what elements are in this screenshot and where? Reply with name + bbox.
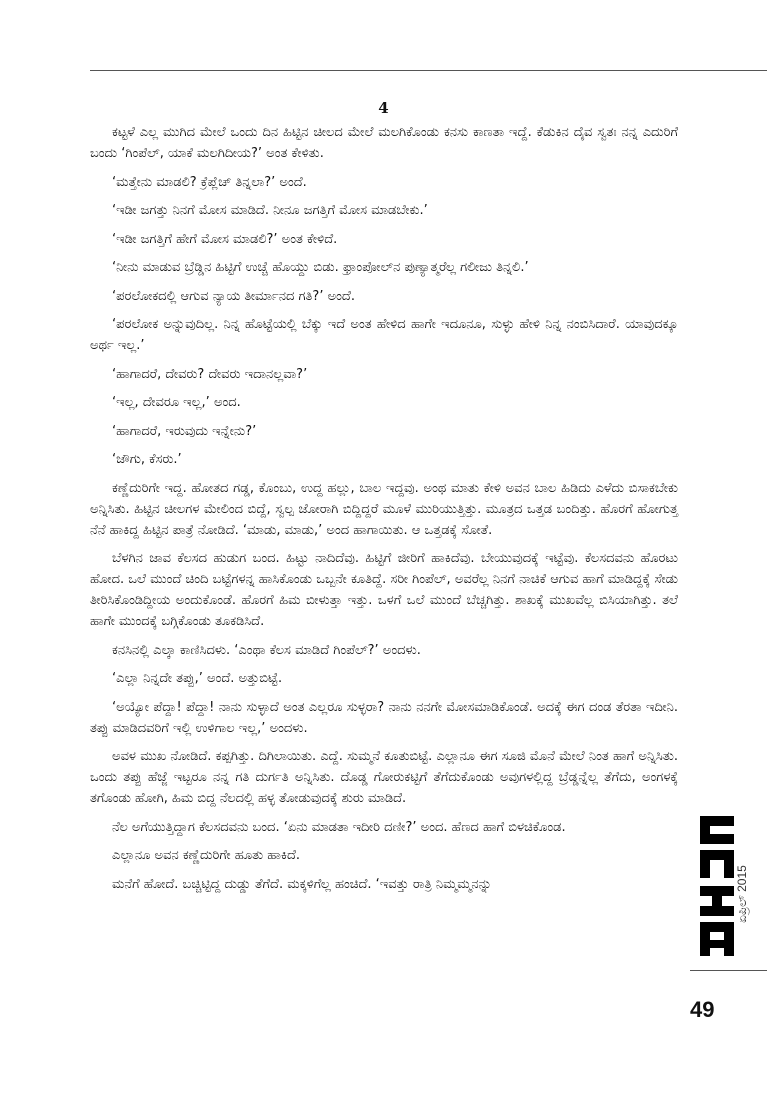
paragraph: ‘ಮತ್ತೇನು ಮಾಡಲಿ? ಕ್ರೆಪ್ಲೆಚ್ ತಿನ್ನಲಾ?’ ಅಂದೆ. xyxy=(112,174,307,190)
page-number: 49 xyxy=(690,997,715,1022)
paragraph: ಮನೆಗೆ ಹೋದೆ. ಬಚ್ಚಿಟ್ಟಿದ್ದ ದುಡ್ಡು ತೆಗೆದೆ. ಮಕ್ಕಳಿಗೆಲ್ಲ ಹಂಚಿದೆ. ‘ಇವತ್ತು ರಾತ್ರಿ ನಿಮ್ಮಮ್ಮನನ್ನು xyxy=(112,876,492,892)
section-number: 4 xyxy=(378,99,389,117)
top-rule xyxy=(90,70,767,71)
paragraph: ‘ಇಡೀ ಜಗತ್ತಿಗೆ ಹೇಗೆ ಮೋಸ ಮಾಡಲಿ?’ ಅಂತ ಕೇಳಿದೆ. xyxy=(112,231,338,247)
paragraph: ‘ಎಲ್ಲಾ ನಿನ್ನದೇ ತಪ್ಪು,’ ಅಂದೆ. ಅತ್ತುಬಿಟ್ಟೆ. xyxy=(112,671,283,686)
paragraph: ನೆಲ ಅಗೆಯುತ್ತಿದ್ದಾಗ ಕೆಲಸದವನು ಬಂದ. ‘ಏನು ಮಾಡತಾ ಇದೀರಿ ದಣೀ?’ ಅಂದ. ಹೆಣದ ಹಾಗೆ ಬಿಳಚಿಕೊಂಡ. xyxy=(112,819,566,835)
paragraph: ‘ಜೌಗು, ಕೆಸರು.’ xyxy=(112,452,182,467)
paragraph: ‘ಹಾಗಾದರೆ, ಇರುವುದು ಇನ್ನೇನು?’ xyxy=(112,423,257,439)
paragraph: ‘ಇಲ್ಲ, ದೇವರೂ ಇಲ್ಲ,’ ಅಂದ. xyxy=(112,395,241,410)
paragraph: ಎಲ್ಲಾನೂ ಅವನ ಕಣ್ಣೆದುರಿಗೇ ಹೂತು ಹಾಕಿದೆ. xyxy=(112,848,300,863)
paragraph: ‘ನೀನು ಮಾಡುವ ಬ್ರೆಡ್ಡಿನ ಹಿಟ್ಟಿಗೆ ಉಚ್ಚೆ ಹೊಯ್ದು ಬಿಡು. ಫ್ರಾಂಪೋಲ್‌ನ ಪುಣ್ಯಾತ್ಮರೆಲ್ಲ ಗಲೀಜು ತಿನ್ನಲಿ.’ xyxy=(112,260,529,275)
paragraph: ‘ಪರಲೋಕದಲ್ಲಿ ಆಗುವ ನ್ಯಾಯ ತೀರ್ಮಾನದ ಗತಿ?’ ಅಂದೆ. xyxy=(112,288,355,304)
article-body xyxy=(90,122,678,895)
paragraph: ಬೆಳಗಿನ ಜಾವ ಕೆಲಸದ ಹುಡುಗ ಬಂದ. ಹಿಟ್ಟು ನಾದಿದೆವು. ಹಿಟ್ಟಿಗೆ ಜೀರಿಗೆ ಹಾಕಿದೆವು. ಬೇಯುವುದಕ್ಕೆ ಇಟ್ಟೆವು. ಕೆಲಸದವನು ಹೊರಟು ಹೋದ. ಒಲೆ ಮುಂದೆ ಚಿಂದಿ ಬಟ್ಟೆಗಳನ್ನ ಹಾಸಿಕೊಂಡು ಒಬ್ಬನೇ ಕೂತಿದ್ದೆ. ಸರೀ ಗಿಂಪೆಲ್, ಅವರೆಲ್ಲ ನಿನಗೆ ನಾಚಿಕೆ ಆಗುವ ಹಾಗೆ ಮಾಡಿದ್ದಕ್ಕೆ ಸೇಡು ತೀರಿಸಿಕೊಂಡಿದ್ದೀಯ ಅಂದುಕೊಂಡೆ. ಹೊರಗೆ ಹಿಮ ಬೀಳುತ್ತಾ ಇತ್ತು. ಒಳಗೆ ಒಲೆ ಮುಂದೆ ಬೆಚ್ಚಗಿತ್ತು. ಶಾಖಕ್ಕೆ ಮುಖವೆಲ್ಲ ಬಿಸಿಯಾಗಿತ್ತು. ತಲೆ ಹಾಗೇ ಮುಂದಕ್ಕೆ ಬಗ್ಗಿಕೊಂಡು ತೂಕಡಿಸಿದೆ. xyxy=(90,551,678,629)
paragraph: ಕಟ್ಟಳೆ ಎಲ್ಲ ಮುಗಿದ ಮೇಲೆ ಒಂದು ದಿನ ಹಿಟ್ಟಿನ ಚೀಲದ ಮೇಲೆ ಮಲಗಿಕೊಂಡು ಕನಸು ಕಾಣತಾ ಇದ್ದೆ. ಕೆಡುಕಿನ ದೈವ ಸ್ವತಃ ನನ್ನ ಎದುರಿಗೆ ಬಂದು ‘ಗಿಂಪೆಲ್, ಯಾಕೆ ಮಲಗಿದೀಯ?’ ಅಂತ ಕೇಳಿತು. xyxy=(90,125,678,161)
paragraph: ‘ಅಯ್ಯೋ ಪೆದ್ದಾ! ಪೆದ್ದಾ! ನಾನು ಸುಳ್ಳಾದೆ ಅಂತ ಎಲ್ಲರೂ ಸುಳ್ಳರಾ? ನಾನು ನನಗೇ ಮೋಸಮಾಡಿಕೊಂಡೆ. ಅದಕ್ಕೆ ಈಗ ದಂಡ ತೆರತಾ ಇದೀನಿ. ತಪ್ಪು ಮಾಡಿದವರಿಗೆ ಇಲ್ಲಿ ಉಳಿಗಾಲ ಇಲ್ಲ,’ ಅಂದಳು. xyxy=(90,699,678,736)
paragraph: ಕನಸಿನಲ್ಲಿ ಎಲ್ಕಾ ಕಾಣಿಸಿದಳು. ‘ಎಂಥಾ ಕೆಲಸ ಮಾಡಿದೆ ಗಿಂಪೆಲ್?’ ಅಂದಳು. xyxy=(112,642,421,658)
paragraph: ‘ಇಡೀ ಜಗತ್ತು ನಿನಗೆ ಮೋಸ ಮಾಡಿದೆ. ನೀನೂ ಜಗತ್ತಿಗೆ ಮೋಸ ಮಾಡಬೇಕು.’ xyxy=(112,203,428,218)
paragraph: ಅವಳ ಮುಖ ನೋಡಿದೆ. ಕಪ್ಪಗಿತ್ತು. ದಿಗಿಲಾಯಿತು. ಎದ್ದೆ. ಸುಮ್ಮನೆ ಕೂತುಬಿಟ್ಟೆ. ಎಲ್ಲಾನೂ ಈಗ ಸೂಜಿ ಮೊನೆ ಮೇಲೆ ನಿಂತ ಹಾಗೆ ಅನ್ನಿಸಿತು. ಒಂದು ತಪ್ಪು ಹೆಜ್ಜೆ ಇಟ್ಟರೂ ನನ್ನ ಗತಿ ದುರ್ಗತಿ ಅನ್ನಿಸಿತು. ದೊಡ್ಡ ಗೋರುಕಟ್ಟಿಗೆ ತೆಗೆದುಕೊಂಡು ಅವುಗಳಲ್ಲಿದ್ದ ಬ್ರೆಡ್ಡನ್ನೆಲ್ಲ ತೆಗೆದು, ಅಂಗಳಕ್ಕೆ ತಗೊಂಡು ಹೋಗಿ, ಹಿಮ ಬಿದ್ದ ನೆಲದಲ್ಲಿ ಹಳ್ಳ ತೋಡುವುದಕ್ಕೆ ಶುರು ಮಾಡಿದೆ. xyxy=(90,749,678,806)
paragraph: ‘ಹಾಗಾದರೆ, ದೇವರು? ದೇವರು ಇದಾನಲ್ಲವಾ?’ xyxy=(112,366,308,382)
footer-rule xyxy=(690,970,767,971)
magazine-masthead-logo xyxy=(694,808,740,964)
issue-date: ಏಪ್ರಿಲ್ 2015 xyxy=(735,865,749,923)
paragraph: ‘ಪರಲೋಕ ಅನ್ನುವುದಿಲ್ಲ. ನಿನ್ನ ಹೊಟ್ಟೆಯಲ್ಲಿ ಬೆಕ್ಕು ಇದೆ ಅಂತ ಹೇಳಿದ ಹಾಗೇ ಇದೂನೂ, ಸುಳ್ಳು ಹೇಳಿ ನಿನ್ನ ನಂಬಿಸಿದಾರೆ. ಯಾವುದಕ್ಕೂ ಅರ್ಥ ಇಲ್ಲ.’ xyxy=(90,317,678,353)
paragraph: ಕಣ್ಣೆದುರಿಗೇ ಇದ್ದ. ಹೋತದ ಗಡ್ಡ, ಕೊಂಬು, ಉದ್ದ ಹಲ್ಲು, ಬಾಲ ಇದ್ದವು. ಅಂಥ ಮಾತು ಕೇಳಿ ಅವನ ಬಾಲ ಹಿಡಿದು ಎಳೆದು ಬಿಸಾಕಬೇಕು ಅನ್ನಿಸಿತು. ಹಿಟ್ಟಿನ ಚೀಲಗಳ ಮೇಲಿಂದ ಬಿದ್ದೆ, ಸ್ವಲ್ಪ ಜೋರಾಗಿ ಬಿದ್ದಿದ್ದರೆ ಮೂಳೆ ಮುರಿಯುತ್ತಿತ್ತು. ಮೂತ್ರದ ಒತ್ತಡ ಬಂದಿತ್ತು. ಹೊರಗೆ ಹೋಗುತ್ತ ನೆನೆ ಹಾಕಿದ್ದ ಹಿಟ್ಟಿನ ಪಾತ್ರೆ ನೋಡಿದೆ. ‘ಮಾಡು, ಮಾಡು,’ ಅಂದ ಹಾಗಾಯಿತು. ಆ ಒತ್ತಡಕ್ಕೆ ಸೋತೆ. xyxy=(90,480,678,538)
